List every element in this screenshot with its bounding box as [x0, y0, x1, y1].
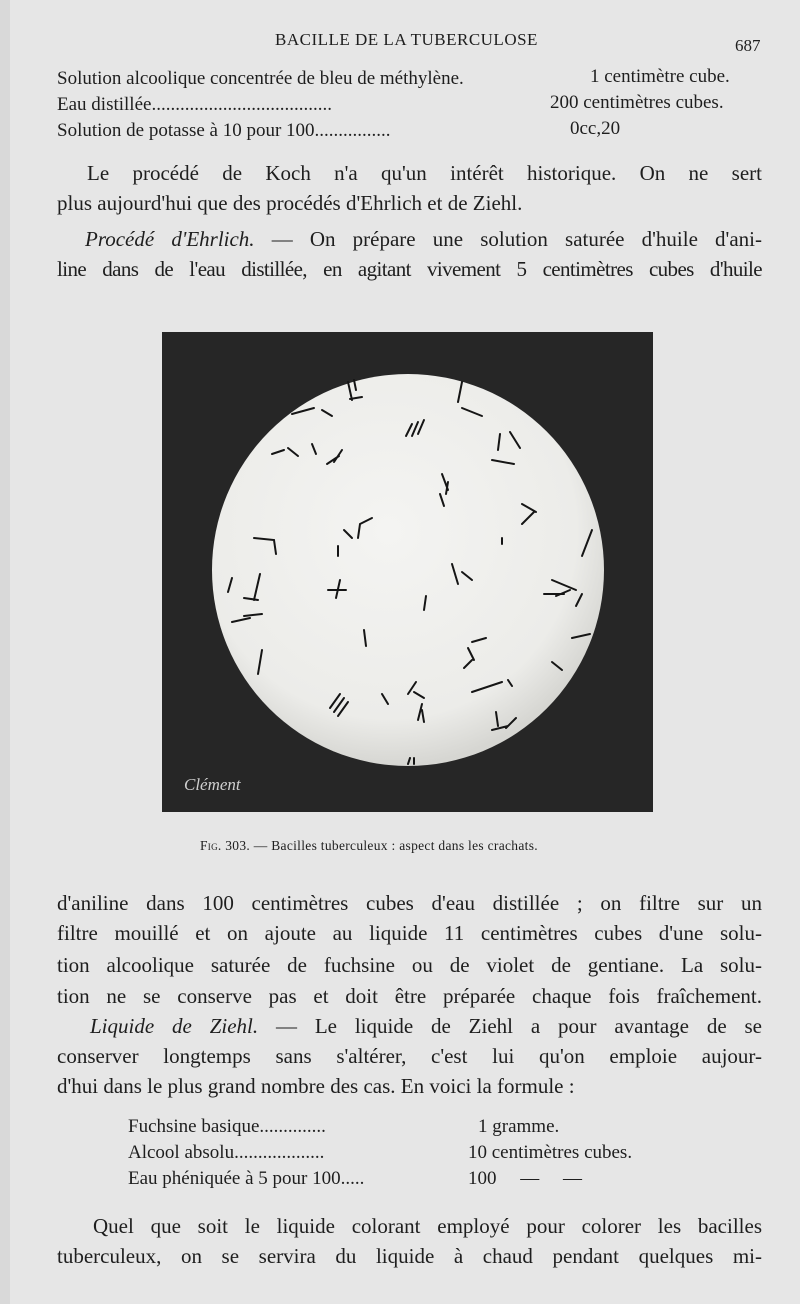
recipe2-ingredient: Eau phéniquée à 5 pour 100	[128, 1168, 341, 1189]
recipe2-row	[128, 1142, 324, 1164]
recipe2-amount: 100 — —	[468, 1168, 582, 1189]
paragraph-line: Le procédé de Koch n'a qu'un intérêt historique. On ne sert	[87, 161, 762, 185]
recipe2-ingredient: Alcool absolu	[128, 1142, 235, 1163]
microscope-field-illustration	[162, 332, 653, 812]
paragraph-line: filtre mouillé et on ajoute au liquide 11 centimètres cubes d'une solu-	[57, 921, 762, 945]
paragraph-line: Quel que soit le liquide colorant employé pour colorer les bacilles	[93, 1214, 762, 1238]
dot-leader: ......................................	[151, 94, 332, 115]
dot-leader: ...................	[234, 1142, 325, 1163]
recipe1-amount: 1 centimètre cube.	[590, 66, 730, 87]
artist-signature: Clément	[184, 775, 241, 794]
recipe1-amount: 200 centimètres cubes.	[550, 92, 724, 113]
paragraph-line	[57, 1013, 762, 1039]
paragraph-line: plus aujourd'hui que des procédés d'Ehrlich et de Ziehl.	[57, 191, 523, 215]
figure-caption	[200, 838, 538, 854]
paragraph-text: — On prépare une solution saturée d'huile d'ani-	[254, 227, 762, 251]
recipe1-ingredient: Solution de potasse à 10 pour 100	[57, 120, 315, 141]
recipe1-row	[57, 118, 391, 144]
recipe1-amount: 0cc,20	[570, 118, 621, 139]
recipe2-amount: 1 gramme.	[478, 1116, 560, 1137]
paragraph-line: line dans de l'eau distillée, en agitant vivement 5 centimètres cubes d'huile	[57, 257, 762, 281]
running-title: BACILLE DE LA TUBERCULOSE	[275, 30, 538, 49]
recipe2-ingredient: Fuchsine basique	[128, 1116, 260, 1137]
recipe1-ingredient: Eau distillée	[57, 94, 152, 115]
paragraph-line	[57, 226, 762, 252]
paragraph-line: tuberculeux, on se servira du liquide à chaud pendant quelques mi-	[57, 1244, 762, 1268]
paragraph-text: — Le liquide de Ziehl a pour avantage de se	[258, 1014, 762, 1038]
recipe2-row	[128, 1116, 326, 1138]
recipe2-row	[128, 1168, 364, 1190]
figure-label: Fig. 303.	[200, 838, 251, 853]
recipe1-row	[57, 92, 332, 118]
dot-leader: .....	[340, 1168, 365, 1189]
figure-plate	[162, 332, 653, 812]
paragraph-line: tion ne se conserve pas et doit être préparée chaque fois fraîchement.	[57, 984, 762, 1008]
paragraph-line: d'aniline dans 100 centimètres cubes d'eau distillée ; on filtre sur un	[57, 891, 762, 915]
recipe2-amount: 10 centimètres cubes.	[468, 1142, 633, 1163]
dot-leader: ................	[314, 120, 391, 141]
section-heading: Liquide de Ziehl.	[90, 1014, 259, 1038]
figure-caption-text: — Bacilles tuberculeux : aspect dans les crachats.	[250, 838, 538, 853]
recipe1-row	[57, 66, 464, 92]
paragraph-line: tion alcoolique saturée de fuchsine ou de violet de gentiane. La solu-	[57, 953, 762, 977]
paragraph-line: d'hui dans le plus grand nombre des cas. En voici la formule :	[57, 1074, 575, 1098]
document-page	[10, 0, 800, 1304]
paragraph-line: conserver longtemps sans s'altérer, c'est lui qu'on emploie aujour-	[57, 1044, 762, 1068]
dot-leader: ..............	[259, 1116, 326, 1137]
section-heading: Procédé d'Ehrlich.	[85, 227, 255, 251]
recipe1-ingredient: Solution alcoolique concentrée de bleu de méthylène.	[57, 68, 464, 89]
page-number: 687	[735, 36, 761, 55]
